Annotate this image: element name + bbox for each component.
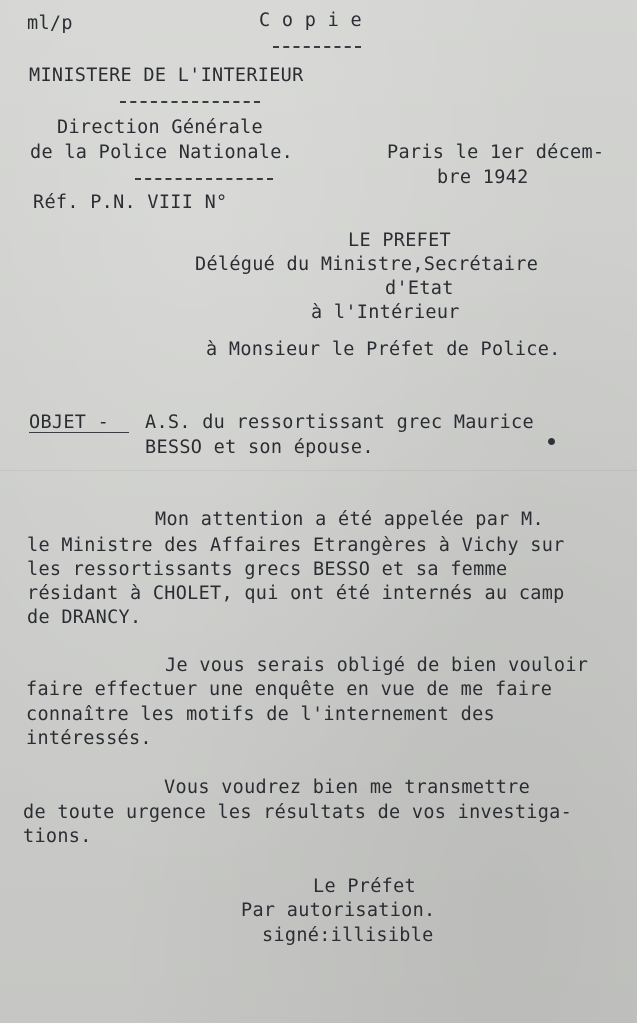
signature-title: Le Préfet [313,876,416,897]
copy-label: C o p i e [259,10,362,31]
direction-line-2: de la Police Nationale. [30,142,294,163]
ministry-heading: MINISTERE DE L'INTERIEUR [29,65,304,86]
sender-line-3: d'Etat [385,278,454,299]
reference: Réf. P.N. VIII N° [33,192,228,213]
sender-title: LE PREFET [348,230,451,251]
initials: ml/p [27,13,73,34]
direction-line-1: Direction Générale [57,117,263,138]
body-p1-line-2: le Ministre des Affaires Etrangères à Vichy sur [27,535,565,556]
subject-label: OBJET - [29,412,110,433]
subject-line-1: A.S. du ressortissant grec Maurice [145,412,534,433]
body-p1-line-3: les ressortissants grecs BESSO et sa femme [27,559,508,580]
date-line-1: Paris le 1er décem- [387,142,605,163]
copy-underline [273,46,361,48]
body-p2-line-2: faire effectuer une enquête en vue de me faire [26,679,553,700]
body-p3-line-1: Vous voudrez bien me transmettre [164,777,531,798]
paper-fold-line [0,470,637,471]
sender-line-4: à l'Intérieur [311,302,460,323]
direction-divider [135,178,273,180]
signature-note: signé:illisible [262,925,434,946]
body-p2-line-4: intéressés. [26,728,152,749]
recipient: à Monsieur le Préfet de Police. [206,339,561,360]
body-p2-line-3: connaître les motifs de l'internement des [26,704,495,725]
sender-line-2: Délégué du Ministre,Secrétaire [195,254,539,275]
body-p3-line-2: de toute urgence les résultats de vos investiga- [23,802,573,823]
ministry-divider [120,101,260,103]
subject-line-2: BESSO et son épouse. [145,437,374,458]
subject-underline [29,432,129,433]
ink-dot-mark [548,438,555,445]
body-p2-line-1: Je vous serais obligé de bien vouloir [165,655,589,676]
body-p3-line-3: tions. [23,826,92,847]
body-p1-line-5: de DRANCY. [27,607,142,628]
body-p1-line-4: résidant à CHOLET, qui ont été internés au camp [27,583,565,604]
body-p1-line-1: Mon attention a été appelée par M. [155,509,544,530]
date-line-2: bre 1942 [437,167,529,188]
signature-authorization: Par autorisation. [241,900,436,921]
